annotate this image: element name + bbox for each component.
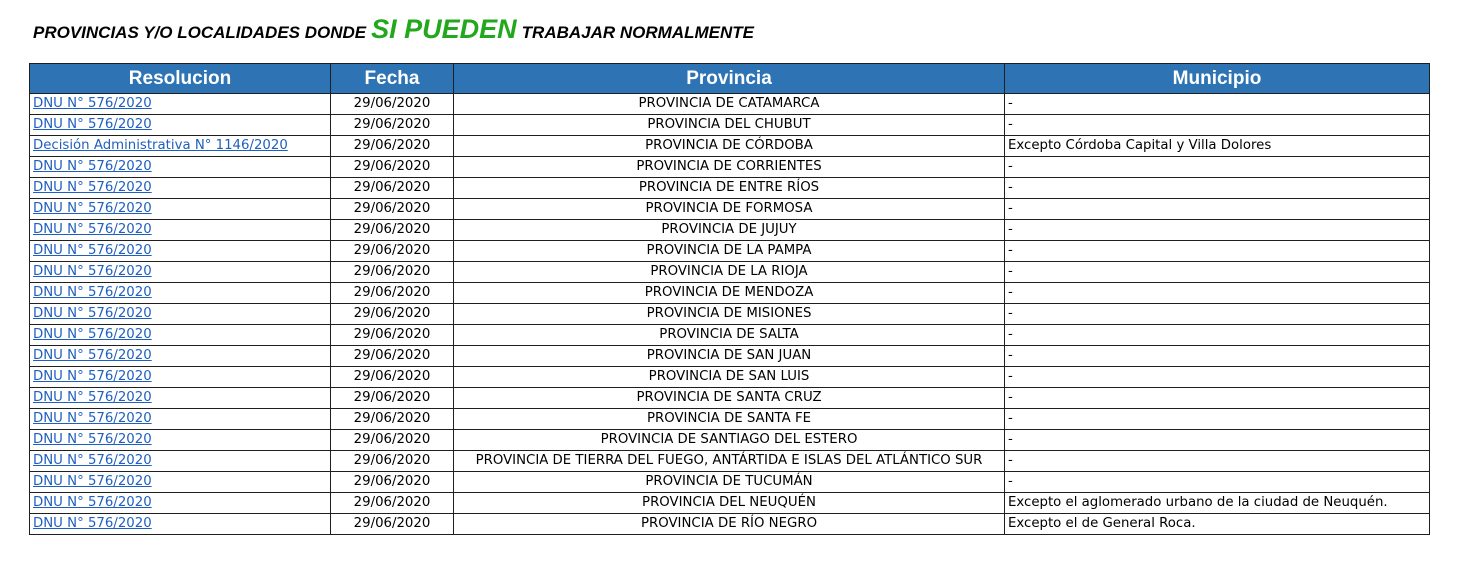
resolucion-link[interactable]: DNU N° 576/2020	[33, 495, 152, 510]
cell-municipio: -	[1005, 94, 1430, 115]
cell-fecha: 29/06/2020	[331, 241, 454, 262]
cell-provincia: PROVINCIA DE JUJUY	[454, 220, 1005, 241]
resolucion-link[interactable]: DNU N° 576/2020	[33, 159, 152, 174]
cell-municipio: -	[1005, 220, 1430, 241]
cell-fecha: 29/06/2020	[331, 199, 454, 220]
cell-provincia: PROVINCIA DE MISIONES	[454, 304, 1005, 325]
cell-municipio: -	[1005, 346, 1430, 367]
table-row	[30, 178, 1430, 199]
cell-municipio: -	[1005, 241, 1430, 262]
cell-provincia: PROVINCIA DE SANTA CRUZ	[454, 388, 1005, 409]
cell-provincia: PROVINCIA DE SANTA FE	[454, 409, 1005, 430]
cell-resolucion	[30, 367, 331, 388]
cell-municipio: -	[1005, 178, 1430, 199]
resolucion-link[interactable]: DNU N° 576/2020	[33, 411, 152, 426]
cell-fecha: 29/06/2020	[331, 493, 454, 514]
cell-provincia: PROVINCIA DE LA RIOJA	[454, 262, 1005, 283]
cell-resolucion	[30, 514, 331, 535]
provinces-table	[29, 63, 1430, 535]
cell-fecha: 29/06/2020	[331, 430, 454, 451]
cell-provincia: PROVINCIA DE TUCUMÁN	[454, 472, 1005, 493]
table-row	[30, 241, 1430, 262]
resolucion-link[interactable]: DNU N° 576/2020	[33, 327, 152, 342]
cell-provincia: PROVINCIA DE LA PAMPA	[454, 241, 1005, 262]
table-row	[30, 304, 1430, 325]
table-row	[30, 94, 1430, 115]
cell-municipio: -	[1005, 409, 1430, 430]
cell-municipio: -	[1005, 451, 1430, 472]
resolucion-link[interactable]: DNU N° 576/2020	[33, 117, 152, 132]
cell-fecha: 29/06/2020	[331, 136, 454, 157]
cell-resolucion	[30, 136, 331, 157]
resolucion-link[interactable]: DNU N° 576/2020	[33, 432, 152, 447]
cell-municipio: -	[1005, 115, 1430, 136]
cell-provincia: PROVINCIA DE FORMOSA	[454, 199, 1005, 220]
title-highlight: SI PUEDEN	[371, 14, 517, 44]
cell-resolucion	[30, 220, 331, 241]
resolucion-link[interactable]: DNU N° 576/2020	[33, 306, 152, 321]
resolucion-link[interactable]: DNU N° 576/2020	[33, 96, 152, 111]
resolucion-link[interactable]: DNU N° 576/2020	[33, 516, 152, 531]
cell-provincia: PROVINCIA DE CATAMARCA	[454, 94, 1005, 115]
cell-provincia: PROVINCIA DE ENTRE RÍOS	[454, 178, 1005, 199]
table-body	[30, 94, 1430, 535]
cell-resolucion	[30, 388, 331, 409]
table-row	[30, 409, 1430, 430]
table-row	[30, 451, 1430, 472]
cell-municipio: Excepto el aglomerado urbano de la ciudad de Neuquén.	[1005, 493, 1430, 514]
cell-municipio: Excepto el de General Roca.	[1005, 514, 1430, 535]
resolucion-link[interactable]: Decisión Administrativa N° 1146/2020	[33, 138, 288, 153]
header-resolucion: Resolucion	[30, 64, 331, 94]
resolucion-link[interactable]: DNU N° 576/2020	[33, 453, 152, 468]
table-row	[30, 472, 1430, 493]
cell-resolucion	[30, 346, 331, 367]
table-row	[30, 199, 1430, 220]
cell-resolucion	[30, 493, 331, 514]
resolucion-link[interactable]: DNU N° 576/2020	[33, 180, 152, 195]
cell-fecha: 29/06/2020	[331, 157, 454, 178]
header-municipio: Municipio	[1005, 64, 1430, 94]
cell-municipio: -	[1005, 262, 1430, 283]
cell-provincia: PROVINCIA DE SALTA	[454, 325, 1005, 346]
cell-resolucion	[30, 262, 331, 283]
cell-fecha: 29/06/2020	[331, 514, 454, 535]
cell-resolucion	[30, 115, 331, 136]
resolucion-link[interactable]: DNU N° 576/2020	[33, 474, 152, 489]
cell-fecha: 29/06/2020	[331, 94, 454, 115]
resolucion-link[interactable]: DNU N° 576/2020	[33, 369, 152, 384]
cell-fecha: 29/06/2020	[331, 388, 454, 409]
table-row	[30, 493, 1430, 514]
table-row	[30, 514, 1430, 535]
cell-fecha: 29/06/2020	[331, 178, 454, 199]
cell-provincia: PROVINCIA DE TIERRA DEL FUEGO, ANTÁRTIDA E ISLAS DEL ATLÁNTICO SUR	[454, 451, 1005, 472]
cell-fecha: 29/06/2020	[331, 283, 454, 304]
cell-provincia: PROVINCIA DE SANTIAGO DEL ESTERO	[454, 430, 1005, 451]
resolucion-link[interactable]: DNU N° 576/2020	[33, 243, 152, 258]
table-row	[30, 136, 1430, 157]
resolucion-link[interactable]: DNU N° 576/2020	[33, 222, 152, 237]
resolucion-link[interactable]: DNU N° 576/2020	[33, 348, 152, 363]
table-row	[30, 115, 1430, 136]
cell-resolucion	[30, 304, 331, 325]
table-row	[30, 283, 1430, 304]
table-row	[30, 388, 1430, 409]
cell-municipio: -	[1005, 388, 1430, 409]
cell-municipio: -	[1005, 157, 1430, 178]
resolucion-link[interactable]: DNU N° 576/2020	[33, 285, 152, 300]
cell-municipio: Excepto Córdoba Capital y Villa Dolores	[1005, 136, 1430, 157]
cell-fecha: 29/06/2020	[331, 409, 454, 430]
title-suffix: TRABAJAR NORMALMENTE	[521, 23, 754, 42]
resolucion-link[interactable]: DNU N° 576/2020	[33, 390, 152, 405]
cell-resolucion	[30, 430, 331, 451]
cell-municipio: -	[1005, 304, 1430, 325]
cell-municipio: -	[1005, 283, 1430, 304]
cell-fecha: 29/06/2020	[331, 472, 454, 493]
resolucion-link[interactable]: DNU N° 576/2020	[33, 201, 152, 216]
cell-fecha: 29/06/2020	[331, 451, 454, 472]
cell-municipio: -	[1005, 430, 1430, 451]
cell-provincia: PROVINCIA DE CORRIENTES	[454, 157, 1005, 178]
cell-resolucion	[30, 199, 331, 220]
table-header-row	[30, 64, 1430, 94]
table-row	[30, 262, 1430, 283]
cell-provincia: PROVINCIA DE SAN LUIS	[454, 367, 1005, 388]
title-prefix: PROVINCIAS Y/O LOCALIDADES DONDE	[33, 23, 367, 42]
cell-provincia: PROVINCIA DE MENDOZA	[454, 283, 1005, 304]
cell-resolucion	[30, 409, 331, 430]
cell-fecha: 29/06/2020	[331, 367, 454, 388]
cell-provincia: PROVINCIA DEL CHUBUT	[454, 115, 1005, 136]
table-row	[30, 430, 1430, 451]
cell-fecha: 29/06/2020	[331, 262, 454, 283]
table-row	[30, 157, 1430, 178]
cell-municipio: -	[1005, 199, 1430, 220]
cell-resolucion	[30, 451, 331, 472]
header-provincia: Provincia	[454, 64, 1005, 94]
table-row	[30, 367, 1430, 388]
cell-provincia: PROVINCIA DE RÍO NEGRO	[454, 514, 1005, 535]
cell-municipio: -	[1005, 472, 1430, 493]
cell-fecha: 29/06/2020	[331, 325, 454, 346]
cell-resolucion	[30, 472, 331, 493]
cell-provincia: PROVINCIA DEL NEUQUÉN	[454, 493, 1005, 514]
cell-resolucion	[30, 283, 331, 304]
cell-resolucion	[30, 94, 331, 115]
table-row	[30, 220, 1430, 241]
cell-resolucion	[30, 157, 331, 178]
cell-resolucion	[30, 325, 331, 346]
page-title	[33, 14, 754, 54]
table-row	[30, 325, 1430, 346]
cell-municipio: -	[1005, 325, 1430, 346]
resolucion-link[interactable]: DNU N° 576/2020	[33, 264, 152, 279]
cell-fecha: 29/06/2020	[331, 346, 454, 367]
header-fecha: Fecha	[331, 64, 454, 94]
cell-provincia: PROVINCIA DE CÓRDOBA	[454, 136, 1005, 157]
cell-municipio: -	[1005, 367, 1430, 388]
cell-fecha: 29/06/2020	[331, 304, 454, 325]
table-row	[30, 346, 1430, 367]
cell-resolucion	[30, 241, 331, 262]
cell-provincia: PROVINCIA DE SAN JUAN	[454, 346, 1005, 367]
cell-resolucion	[30, 178, 331, 199]
cell-fecha: 29/06/2020	[331, 115, 454, 136]
cell-fecha: 29/06/2020	[331, 220, 454, 241]
